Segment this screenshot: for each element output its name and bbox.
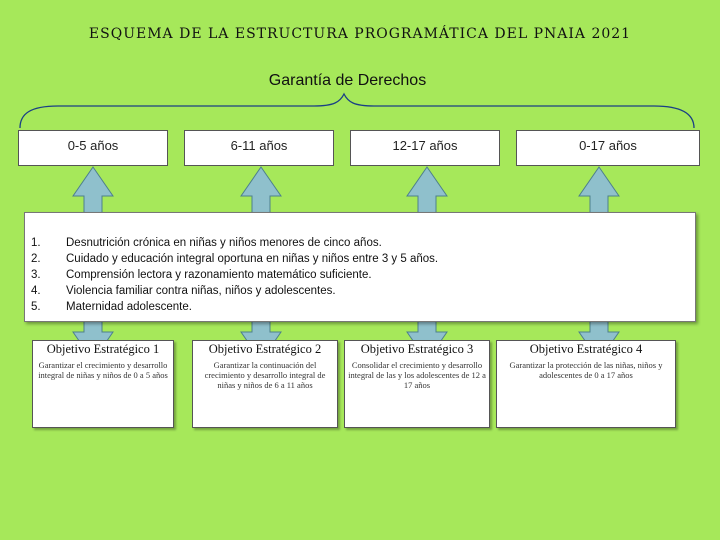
age-box-12-17: 12-17 años [350, 130, 500, 166]
objective-description: Consolidar el crecimiento y desarrollo integral de las y los adolescentes de 12 a 17 años [348, 360, 486, 390]
objective-box-2 [192, 340, 338, 428]
list-item: 3. Comprensión lectora y razonamiento matemático suficiente. [31, 269, 372, 281]
list-item: 5. Maternidad adolescente. [31, 301, 192, 313]
list-item: 4. Violencia familiar contra niñas, niños y adolescentes. [31, 285, 336, 297]
objective-description: Garantizar la continuación del crecimiento y desarrollo integral de niñas y niños de 6 a 11 años [204, 360, 326, 390]
objective-box-1 [32, 340, 174, 428]
objective-box-4 [496, 340, 676, 428]
objective-description: Garantizar el crecimiento y desarrollo integral de niñas y niños de 0 a 5 años [38, 360, 168, 380]
age-box-6-11: 6-11 años [184, 130, 334, 166]
age-box-0-17: 0-17 años [516, 130, 700, 166]
subtitle: Garantía de Derechos [268, 72, 427, 89]
curly-brace-icon [18, 92, 698, 130]
objective-description: Garantizar la protección de las niñas, niños y adolescentes de 0 a 17 años [509, 360, 663, 380]
objective-title: Objetivo Estratégico 3 [360, 342, 474, 356]
results-list [31, 235, 438, 315]
objective-box-3 [344, 340, 490, 428]
list-item: 2. Cuidado y educación integral oportuna en niñas y niños entre 3 y 5 años. [31, 253, 439, 265]
list-item: 1. Desnutrición crónica en niñas y niños menores de cinco años. [31, 237, 382, 249]
page-title: ESQUEMA DE LA ESTRUCTURA PROGRAMÁTICA DEL PNAIA 2021 [88, 26, 632, 42]
age-box-0-5: 0-5 años [18, 130, 168, 166]
objective-title: Objetivo Estratégico 4 [529, 342, 643, 356]
objective-title: Objetivo Estratégico 1 [46, 342, 160, 356]
objective-title: Objetivo Estratégico 2 [208, 342, 322, 356]
results-panel [24, 212, 696, 322]
